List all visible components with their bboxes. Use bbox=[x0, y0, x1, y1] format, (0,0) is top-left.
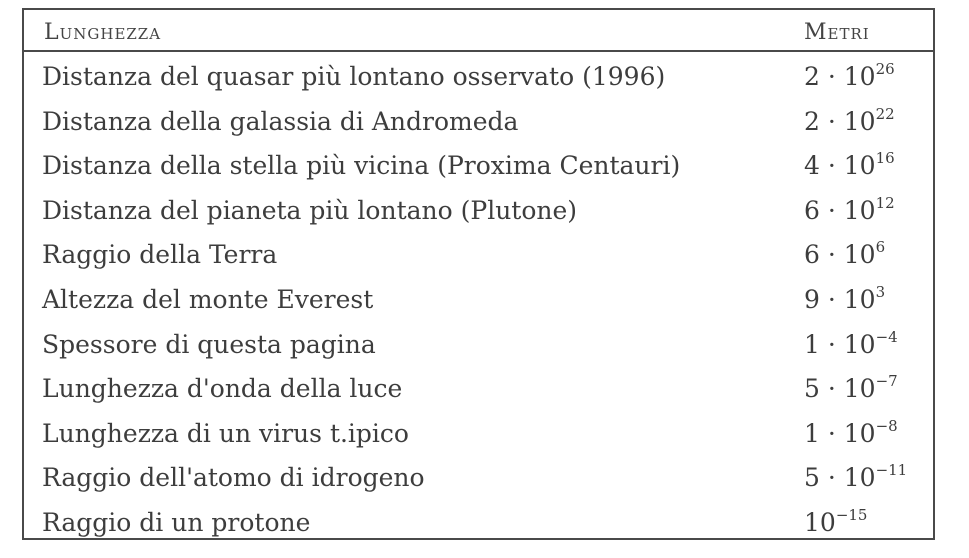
row-value bbox=[804, 327, 898, 359]
value-mantissa: 9 · 10 bbox=[804, 284, 876, 314]
row-description: Altezza del monte Everest bbox=[42, 284, 374, 314]
value-mantissa: 4 · 10 bbox=[804, 151, 876, 181]
table-header bbox=[24, 10, 933, 52]
row-description: Raggio della Terra bbox=[42, 240, 278, 270]
table-row bbox=[24, 277, 933, 322]
value-mantissa: 6 · 10 bbox=[804, 240, 876, 270]
row-description: Distanza del quasar più lontano osservato (1996) bbox=[42, 62, 666, 91]
row-value bbox=[804, 463, 907, 492]
value-exponent: 12 bbox=[875, 193, 895, 212]
row-description: Lunghezza di un virus t.ipico bbox=[42, 418, 409, 448]
table-row bbox=[24, 54, 933, 99]
value-mantissa: 5 · 10 bbox=[804, 374, 876, 404]
row-description: Distanza del pianeta più lontano (Plutone) bbox=[42, 195, 578, 225]
value-mantissa: 1 · 10 bbox=[804, 329, 876, 359]
table-row bbox=[24, 188, 933, 233]
value-mantissa: 2 · 10 bbox=[804, 62, 876, 91]
row-value bbox=[804, 416, 898, 448]
table-row bbox=[24, 366, 933, 411]
value-mantissa: 1 · 10 bbox=[804, 418, 876, 448]
table-row bbox=[24, 411, 933, 456]
table-row bbox=[24, 232, 933, 277]
row-value bbox=[804, 505, 868, 537]
value-mantissa: 6 · 10 bbox=[804, 195, 876, 225]
table-row bbox=[24, 322, 933, 367]
row-value bbox=[804, 374, 898, 403]
row-value bbox=[804, 282, 886, 314]
row-value bbox=[804, 193, 895, 225]
table-row bbox=[24, 99, 933, 144]
row-description: Lunghezza d'onda della luce bbox=[42, 374, 403, 404]
value-exponent: −7 bbox=[875, 372, 898, 391]
row-value bbox=[804, 151, 895, 180]
value-exponent: 6 bbox=[875, 238, 886, 257]
value-exponent: 16 bbox=[875, 149, 895, 168]
row-description: Raggio di un protone bbox=[42, 507, 311, 537]
row-value bbox=[804, 240, 885, 269]
row-description: Raggio dell'atomo di idrogeno bbox=[42, 463, 425, 493]
table-row bbox=[24, 455, 933, 500]
value-exponent: −4 bbox=[875, 327, 898, 346]
value-mantissa: 5 · 10 bbox=[804, 463, 876, 493]
value-exponent: −8 bbox=[875, 416, 898, 435]
value-mantissa: 10 bbox=[804, 507, 836, 537]
value-exponent: 22 bbox=[875, 104, 895, 123]
table-row bbox=[24, 500, 933, 545]
row-description: Distanza della galassia di Andromeda bbox=[42, 106, 519, 136]
value-exponent: 3 bbox=[875, 282, 886, 301]
header-quantity: Lunghezza bbox=[44, 20, 162, 45]
value-exponent: −15 bbox=[835, 505, 868, 524]
header-unit: Metri bbox=[804, 20, 870, 45]
row-description: Spessore di questa pagina bbox=[42, 329, 376, 359]
table-row bbox=[24, 143, 933, 188]
value-exponent: −11 bbox=[875, 461, 908, 480]
table-body bbox=[24, 54, 933, 545]
value-exponent: 26 bbox=[875, 60, 895, 78]
length-table bbox=[22, 8, 935, 540]
row-value bbox=[804, 62, 895, 91]
row-description: Distanza della stella più vicina (Proxima Centauri) bbox=[42, 151, 681, 181]
row-value bbox=[804, 104, 895, 136]
value-mantissa: 2 · 10 bbox=[804, 106, 876, 136]
